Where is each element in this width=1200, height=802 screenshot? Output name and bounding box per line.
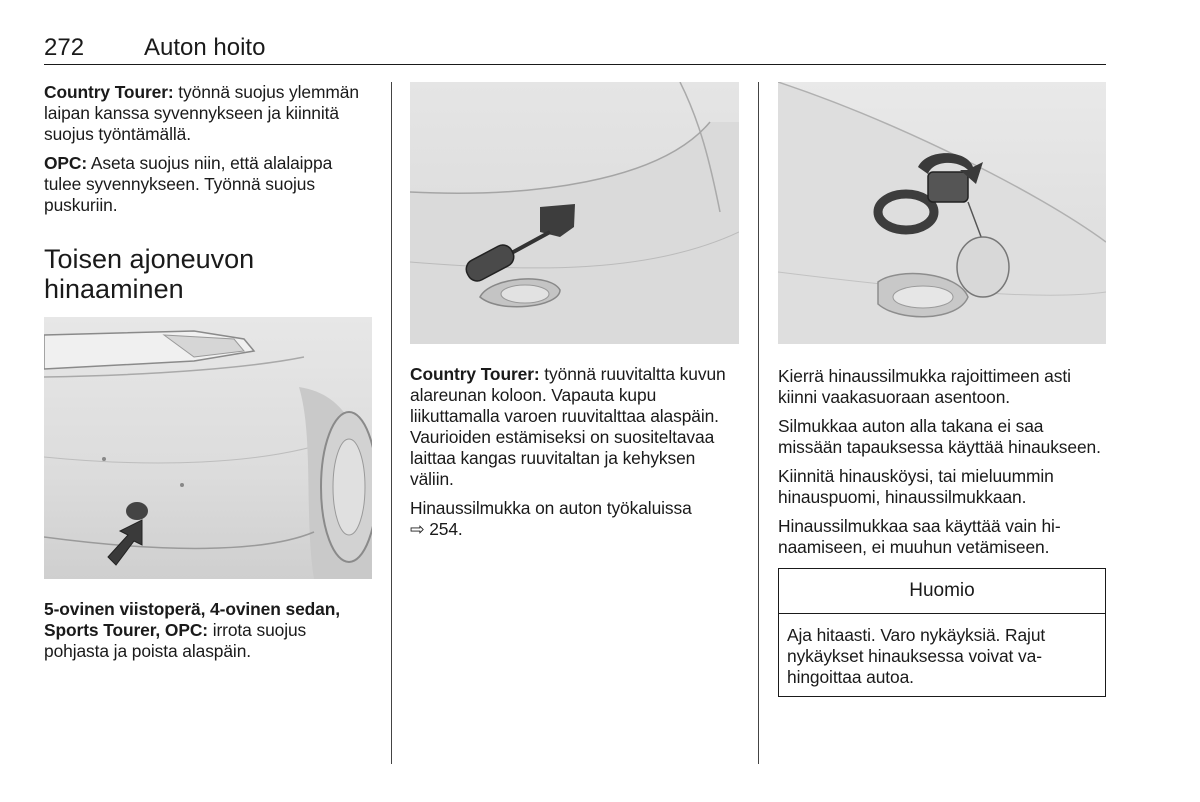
paragraph-text: työnnä ruuvitaltta kuvun alareunan koloon. Vapauta kupu liikuttamalla varoen ruuvitalttaa alaspäin. Vaurioiden estämiseksi on suositeltavaa laittaa kangas ruuvitaltan ja kehyksen väliin. <box>410 364 726 489</box>
paragraph-variants <box>44 599 374 662</box>
notice-body <box>779 614 1105 696</box>
towing-eye-screw-in-illustration <box>778 82 1106 344</box>
paragraph-toolkit-reference <box>410 498 740 540</box>
paragraph-text: Aseta suojus niin, että alalaippa tulee syvennykseen. Työnnä suojus puskuriin. <box>44 153 333 215</box>
paragraph-opc <box>44 153 374 216</box>
notice-box <box>778 568 1106 697</box>
column-2 <box>410 82 740 548</box>
paragraph-warning-under-car: Silmukkaa auton alla takana ei saa missään tapauksessa käyttää hinaukseen. <box>778 416 1101 457</box>
bold-label: 5-ovinen viistoperä, 4-ovinen sedan, Sports Tourer, OPC: <box>44 599 340 640</box>
screwdriver-cover-removal-illustration <box>410 82 739 344</box>
page-number: 272 <box>44 34 85 61</box>
column-divider <box>391 82 392 764</box>
page-reference: ⇨ 254. <box>410 519 463 539</box>
paragraph-attach-rope: Kiinnitä hinausköysi, tai mieluummin hinauspuomi, hinaussilmukkaan. <box>778 466 1054 507</box>
car-rear-bumper-push-arrow-illustration <box>44 317 372 579</box>
column-divider <box>758 82 759 764</box>
page-header <box>44 34 1106 65</box>
paragraph-text: työnnä suojus ylemmän laipan kanssa syvennykseen ja kiinnitä suojus työntämällä. <box>44 82 359 144</box>
running-head: Auton hoito <box>144 34 266 61</box>
paragraph-usage: Hinaussilmukkaa saa käyttää vain hinaamiseen, ei muuhun vetämiseen. <box>778 516 1061 557</box>
section-heading: Toisen ajoneuvon hinaaminen <box>44 244 255 304</box>
bold-label: Country Tourer: <box>44 82 174 102</box>
paragraph-country-tourer-screwdriver <box>410 364 740 490</box>
notice-text: Aja hitaasti. Varo nykäyksiä. Rajut nykäykset hinauksessa voivat vahingoittaa autoa. <box>787 625 1046 687</box>
bold-label: OPC: <box>44 153 88 173</box>
column-3 <box>778 82 1106 697</box>
bold-label: Country Tourer: <box>410 364 540 384</box>
paragraph-country-tourer <box>44 82 374 145</box>
paragraph-text: irrota suojus pohjasta ja poista alaspäin. <box>44 620 307 661</box>
notice-title: Huomio <box>779 569 1105 614</box>
paragraph-screw-in: Kierrä hinaussilmukka rajoittimeen asti kiinni vaakasuoraan asentoon. <box>778 366 1071 407</box>
column-1 <box>44 82 374 670</box>
paragraph-text: Hinaussilmukka on auton työkaluissa <box>410 498 692 518</box>
